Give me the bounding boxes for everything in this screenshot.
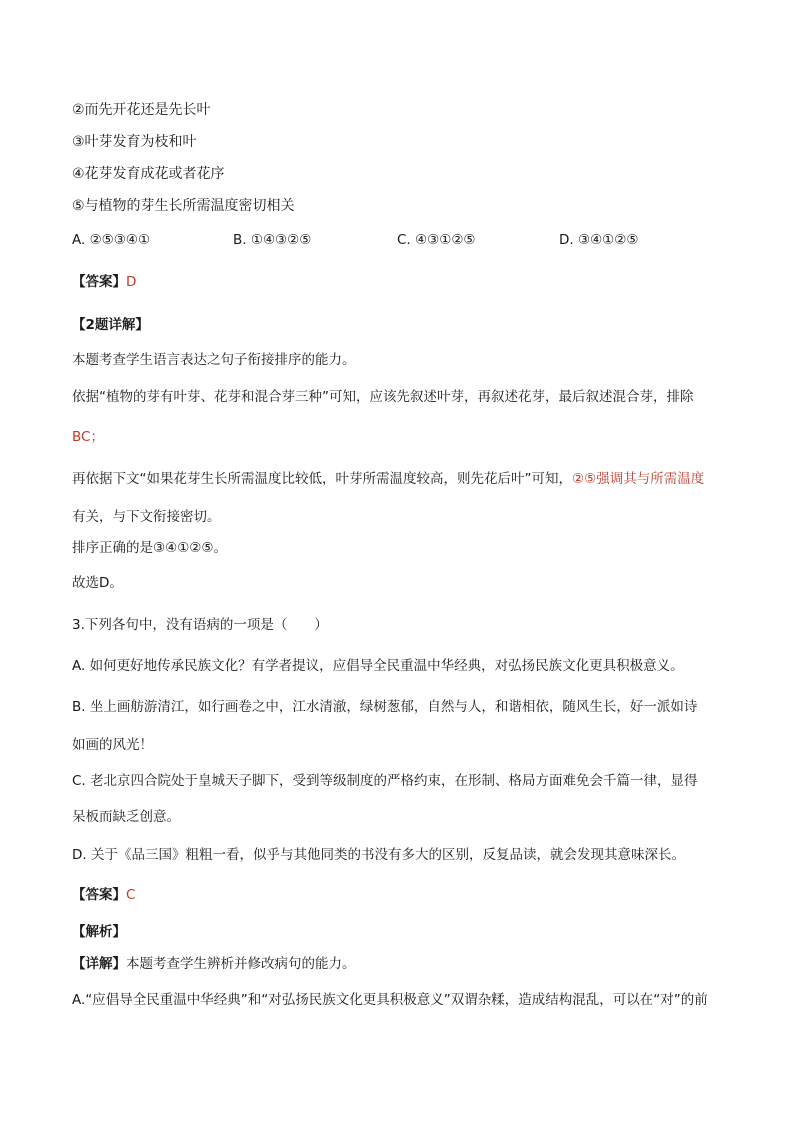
q2-detail-line6: 排序正确的是③④①②⑤。 — [72, 540, 228, 556]
q3-option-b-line1: B. 坐上画舫游清江，如行画卷之中，江水清澈，绿树葱郁，自然与人，和谐相依，随风生长，好一派如诗 — [72, 699, 698, 715]
q2-options — [72, 230, 722, 250]
q3-option-c-line2: 呆板而缺乏创意。 — [72, 809, 180, 825]
q2-item-5: ⑤与植物的芽生长所需温度密切相关 — [72, 198, 295, 214]
q2-detail-line2: 依据“植物的芽有叶芽、花芽和混合芽三种”可知，应该先叙述叶芽，再叙述花芽，最后叙述混合芽，排除 — [72, 389, 694, 405]
q3-analysis-line-a: A.“应倡导全民重温中华经典”和“对弘扬民族文化更具积极意义”双谓杂糅，造成结构混乱，可以在“对”的前 — [72, 992, 708, 1008]
q2-detail-line1: 本题考查学生语言表达之句子衔接排序的能力。 — [72, 352, 356, 368]
q2-option-b: B. ①④③②⑤ — [233, 232, 312, 248]
q2-answer — [72, 272, 136, 292]
q2-option-c: C. ④③①②⑤ — [397, 232, 476, 248]
answer-label: 【答案】 — [72, 274, 126, 290]
q2-detail-line5: 有关，与下文衔接密切。 — [72, 509, 221, 525]
q3-option-a: A. 如何更好地传承民族文化？有学者提议，应倡导全民重温中华经典，对弘扬民族文化更具积极意义。 — [72, 658, 684, 674]
q3-answer — [72, 885, 135, 905]
answer-label: 【答案】 — [72, 887, 126, 903]
detail-label: 【详解】 — [72, 956, 126, 972]
q2-detail-line4-black: 再依据下文“如果花芽生长所需温度比较低，叶芽所需温度较高，则先花后叶”可知， — [72, 471, 572, 487]
q2-detail-line7: 故选D。 — [72, 575, 123, 591]
q2-detail-label: 【2题详解】 — [72, 317, 149, 333]
q3-analysis-label: 【解析】 — [72, 924, 126, 940]
q2-option-d: D. ③④①②⑤ — [559, 232, 639, 248]
q2-item-4: ④花芽发育成花或者花序 — [72, 166, 225, 182]
q3-stem: 3.下列各句中，没有语病的一项是（ ） — [72, 617, 328, 633]
detail-text: 本题考查学生辨析并修改病句的能力。 — [126, 956, 356, 972]
q2-detail-line4 — [72, 469, 704, 489]
answer-value: C — [126, 887, 136, 903]
q3-option-d: D. 关于《品三国》粗粗一看，似乎与其他同类的书没有多大的区别，反复品读，就会发现其意味深长。 — [72, 847, 685, 863]
answer-value: D — [126, 274, 137, 290]
q2-detail-line4-red: ②⑤强调其与所需温度 — [572, 471, 705, 487]
q2-detail-line3: BC； — [72, 429, 104, 445]
q2-item-2: ②而先开花还是先长叶 — [72, 102, 211, 118]
q2-item-3: ③叶芽发育为枝和叶 — [72, 134, 197, 150]
q3-option-c-line1: C. 老北京四合院处于皇城天子脚下，受到等级制度的严格约束，在形制、格局方面难免会千篇一律，显得 — [72, 773, 698, 789]
q3-detail — [72, 954, 356, 974]
q3-option-b-line2: 如画的风光！ — [72, 737, 153, 753]
q2-option-a: A. ②⑤③④① — [72, 232, 151, 248]
